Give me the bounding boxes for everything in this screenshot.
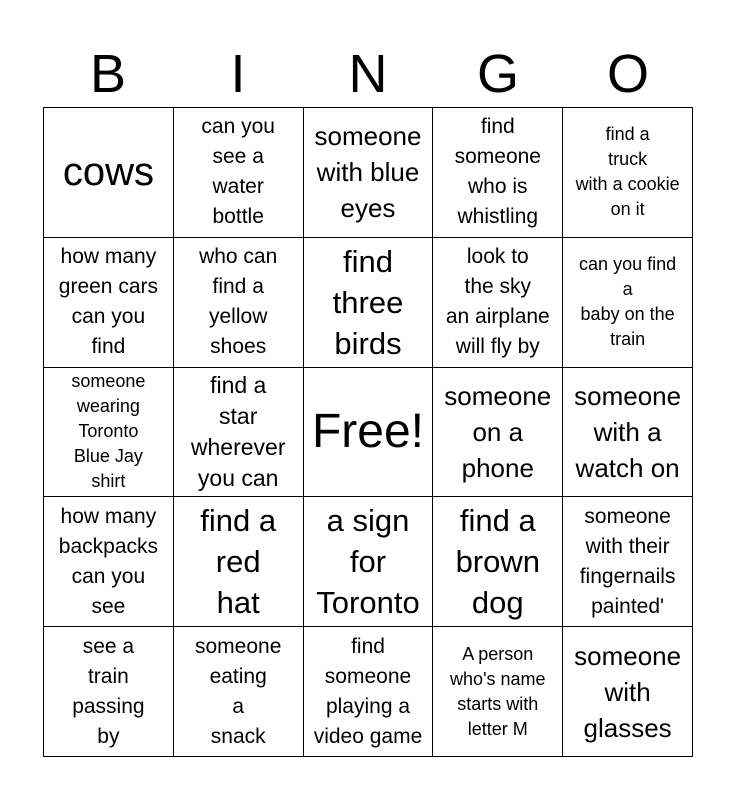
bingo-cell[interactable]: someone wearing Toronto Blue Jay shirt	[44, 368, 174, 498]
bingo-cell[interactable]: find someone playing a video game	[304, 627, 434, 757]
bingo-cell[interactable]: A person who's name starts with letter M	[433, 627, 563, 757]
bingo-cell[interactable]: someone with glasses	[563, 627, 693, 757]
bingo-cell[interactable]: someone with a watch on	[563, 368, 693, 498]
free-space[interactable]: Free!	[304, 368, 434, 498]
bingo-cell[interactable]: look to the sky an airplane will fly by	[433, 238, 563, 368]
bingo-cell[interactable]: find a star wherever you can	[174, 368, 304, 498]
bingo-cell[interactable]: find three birds	[304, 238, 434, 368]
bingo-cell[interactable]: find a red hat	[174, 497, 304, 627]
bingo-board	[43, 107, 693, 757]
header-letter-b: B	[89, 44, 127, 104]
bingo-header	[43, 42, 693, 106]
bingo-cell[interactable]: how many backpacks can you see	[44, 497, 174, 627]
bingo-cell[interactable]: can you find a baby on the train	[563, 238, 693, 368]
bingo-cell[interactable]: someone eating a snack	[174, 627, 304, 757]
bingo-cell[interactable]: someone on a phone	[433, 368, 563, 498]
header-letter-i: I	[230, 44, 246, 104]
bingo-cell[interactable]: see a train passing by	[44, 627, 174, 757]
bingo-cell[interactable]: find a truck with a cookie on it	[563, 108, 693, 238]
header-letter-o: O	[606, 44, 649, 104]
header-letter-g: G	[476, 44, 519, 104]
bingo-cell[interactable]: someone with blue eyes	[304, 108, 434, 238]
bingo-cell[interactable]: a sign for Toronto	[304, 497, 434, 627]
header-letter-n: N	[348, 44, 388, 104]
bingo-cell[interactable]: find a brown dog	[433, 497, 563, 627]
bingo-cell[interactable]: can you see a water bottle	[174, 108, 304, 238]
bingo-cell[interactable]: cows	[44, 108, 174, 238]
bingo-cell[interactable]: how many green cars can you find	[44, 238, 174, 368]
bingo-cell[interactable]: find someone who is whistling	[433, 108, 563, 238]
bingo-cell[interactable]: who can find a yellow shoes	[174, 238, 304, 368]
bingo-cell[interactable]: someone with their fingernails painted'	[563, 497, 693, 627]
